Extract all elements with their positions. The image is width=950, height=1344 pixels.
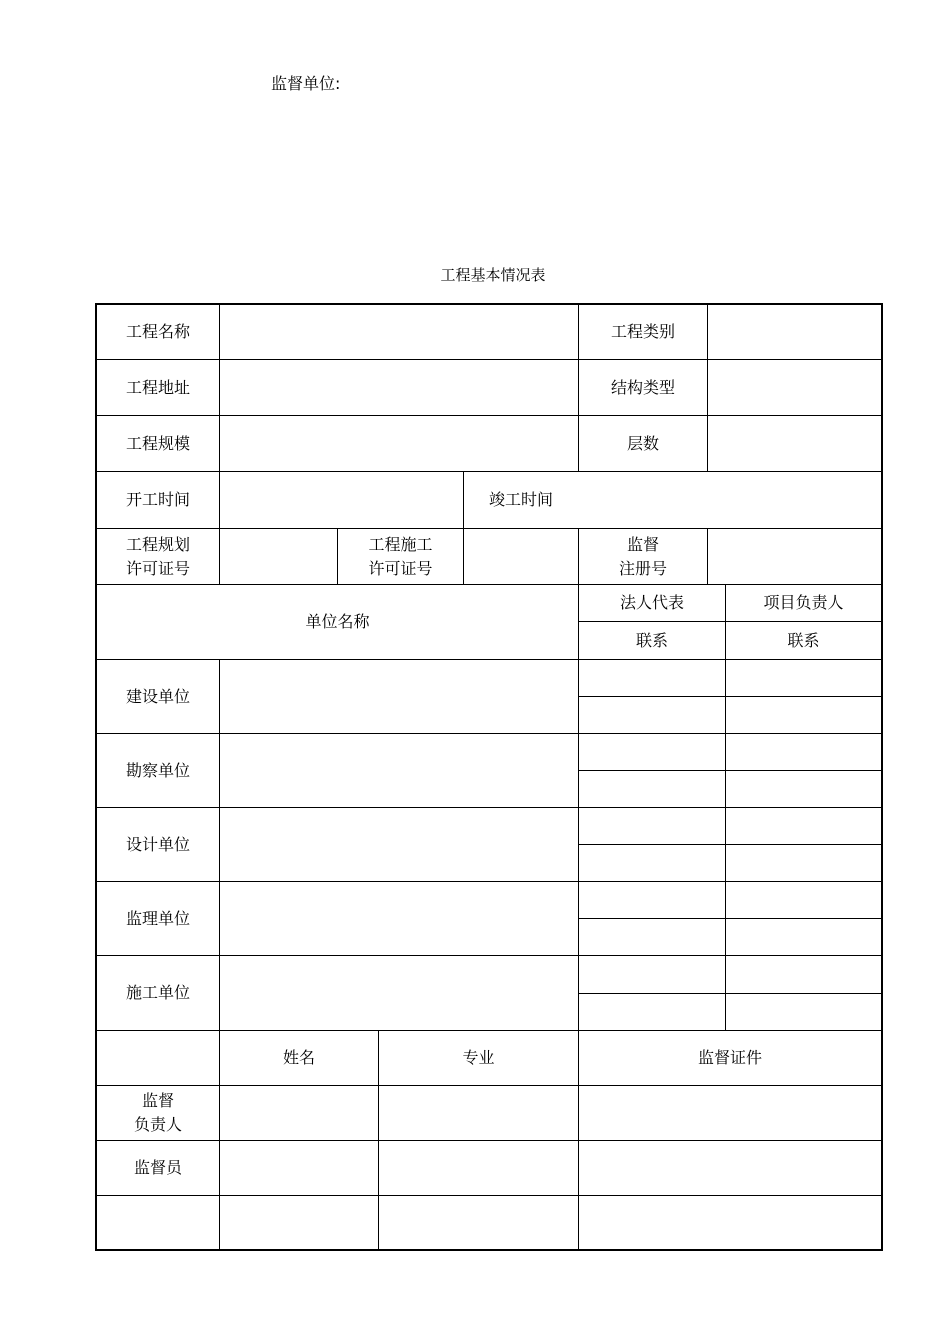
project-info-table <box>95 303 883 1251</box>
construction-permit-value[interactable] <box>464 529 578 584</box>
supervise-unit-label: 监督单位: <box>271 74 341 93</box>
project-name-text: 工程名称 <box>125 322 190 341</box>
staff-extra-label <box>97 1196 219 1249</box>
unit-name-header <box>97 585 578 659</box>
name-header <box>220 1031 378 1085</box>
floors-label <box>579 416 707 471</box>
supervision-reg-label <box>579 529 707 584</box>
unit-name-value[interactable] <box>220 956 578 1030</box>
unit-label-contractor-text: 施工单位 <box>125 983 190 1002</box>
staff-name-value[interactable] <box>220 1196 378 1249</box>
sub-row-divider <box>578 844 883 845</box>
construction-permit-text-1: 工程施工 <box>368 534 433 554</box>
staff-corner-cell <box>97 1031 219 1085</box>
unit-label-design <box>97 808 219 881</box>
unit-name-header-text: 单位名称 <box>305 612 370 631</box>
unit-name-value[interactable] <box>220 734 578 807</box>
specialty-header <box>379 1031 578 1085</box>
sub-row-divider <box>578 770 883 771</box>
unit-label-construction-text: 建设单位 <box>125 686 190 706</box>
table-border-right <box>881 303 883 1251</box>
staff-certificate-value[interactable] <box>579 1196 881 1249</box>
specialty-header-text: 专业 <box>462 1048 495 1067</box>
unit-label-supervision-text: 监理单位 <box>125 908 190 928</box>
supervision-leader-text-1: 监督 <box>141 1091 174 1110</box>
project-leader-header-text: 项目负责人 <box>763 593 844 612</box>
unit-label-survey <box>97 734 219 807</box>
contact-header-leader <box>726 622 881 659</box>
project-name-value[interactable] <box>220 305 578 359</box>
contact-header-legal-text: 联系 <box>635 630 668 650</box>
unit-label-supervision <box>97 882 219 955</box>
start-time-label <box>97 472 219 528</box>
project-address-label <box>97 360 219 415</box>
supervision-reg-text-1: 监督 <box>626 534 659 554</box>
supervision-leader-label <box>97 1086 219 1140</box>
inspector-text: 监督员 <box>133 1158 182 1177</box>
unit-name-value[interactable] <box>220 660 578 733</box>
project-leader-header <box>726 585 881 621</box>
legal-rep-header-text: 法人代表 <box>619 593 684 612</box>
staff-certificate-value[interactable] <box>579 1086 881 1140</box>
staff-certificate-value[interactable] <box>579 1141 881 1195</box>
construction-permit-text-2: 许可证号 <box>368 558 433 578</box>
completion-time-label <box>464 472 578 528</box>
floors-text: 层数 <box>626 433 659 453</box>
structure-type-value[interactable] <box>708 360 881 415</box>
supervision-leader-text-2: 负责人 <box>133 1115 182 1134</box>
sub-row-divider <box>578 696 883 697</box>
construction-permit-label <box>338 529 463 584</box>
unit-label-survey-text: 勘察单位 <box>125 760 190 780</box>
contact-header-legal <box>579 622 725 659</box>
start-time-text: 开工时间 <box>125 490 190 509</box>
certificate-header-text: 监督证件 <box>697 1048 762 1067</box>
inspector-label <box>97 1141 219 1195</box>
supervision-reg-value[interactable] <box>708 529 881 584</box>
project-address-text: 工程地址 <box>125 377 190 397</box>
structure-type-text: 结构类型 <box>610 377 675 397</box>
project-address-value[interactable] <box>220 360 578 415</box>
project-scale-text: 工程规模 <box>125 433 190 453</box>
floors-value[interactable] <box>708 416 881 471</box>
completion-time-text: 竣工时间 <box>488 490 553 509</box>
unit-label-contractor <box>97 956 219 1030</box>
project-scale-label <box>97 416 219 471</box>
project-category-label <box>579 305 707 359</box>
legal-rep-header <box>579 585 725 621</box>
contact-header-leader-text: 联系 <box>787 630 820 650</box>
staff-specialty-value[interactable] <box>379 1086 578 1140</box>
certificate-header <box>579 1031 881 1085</box>
planning-permit-value[interactable] <box>220 529 337 584</box>
staff-specialty-value[interactable] <box>379 1141 578 1195</box>
start-time-value[interactable] <box>220 472 463 528</box>
sub-row-divider <box>578 993 883 994</box>
form-title: 工程基本情况表 <box>440 266 546 284</box>
staff-name-value[interactable] <box>220 1086 378 1140</box>
unit-label-design-text: 设计单位 <box>125 834 190 854</box>
planning-permit-text-1: 工程规划 <box>125 534 190 554</box>
structure-type-label <box>579 360 707 415</box>
project-scale-value[interactable] <box>220 416 578 471</box>
staff-specialty-value[interactable] <box>379 1196 578 1249</box>
project-name-label <box>97 305 219 359</box>
supervision-reg-text-2: 注册号 <box>618 558 667 578</box>
planning-permit-text-2: 许可证号 <box>125 558 190 578</box>
sub-row-divider <box>578 918 883 919</box>
table-border-bottom <box>95 1249 883 1251</box>
completion-time-value[interactable] <box>579 472 881 528</box>
staff-name-value[interactable] <box>220 1141 378 1195</box>
project-category-value[interactable] <box>708 305 881 359</box>
project-category-text: 工程类别 <box>610 322 675 341</box>
unit-name-value[interactable] <box>220 882 578 955</box>
planning-permit-label <box>97 529 219 584</box>
name-header-text: 姓名 <box>282 1048 315 1067</box>
unit-name-value[interactable] <box>220 808 578 881</box>
unit-label-construction <box>97 660 219 733</box>
